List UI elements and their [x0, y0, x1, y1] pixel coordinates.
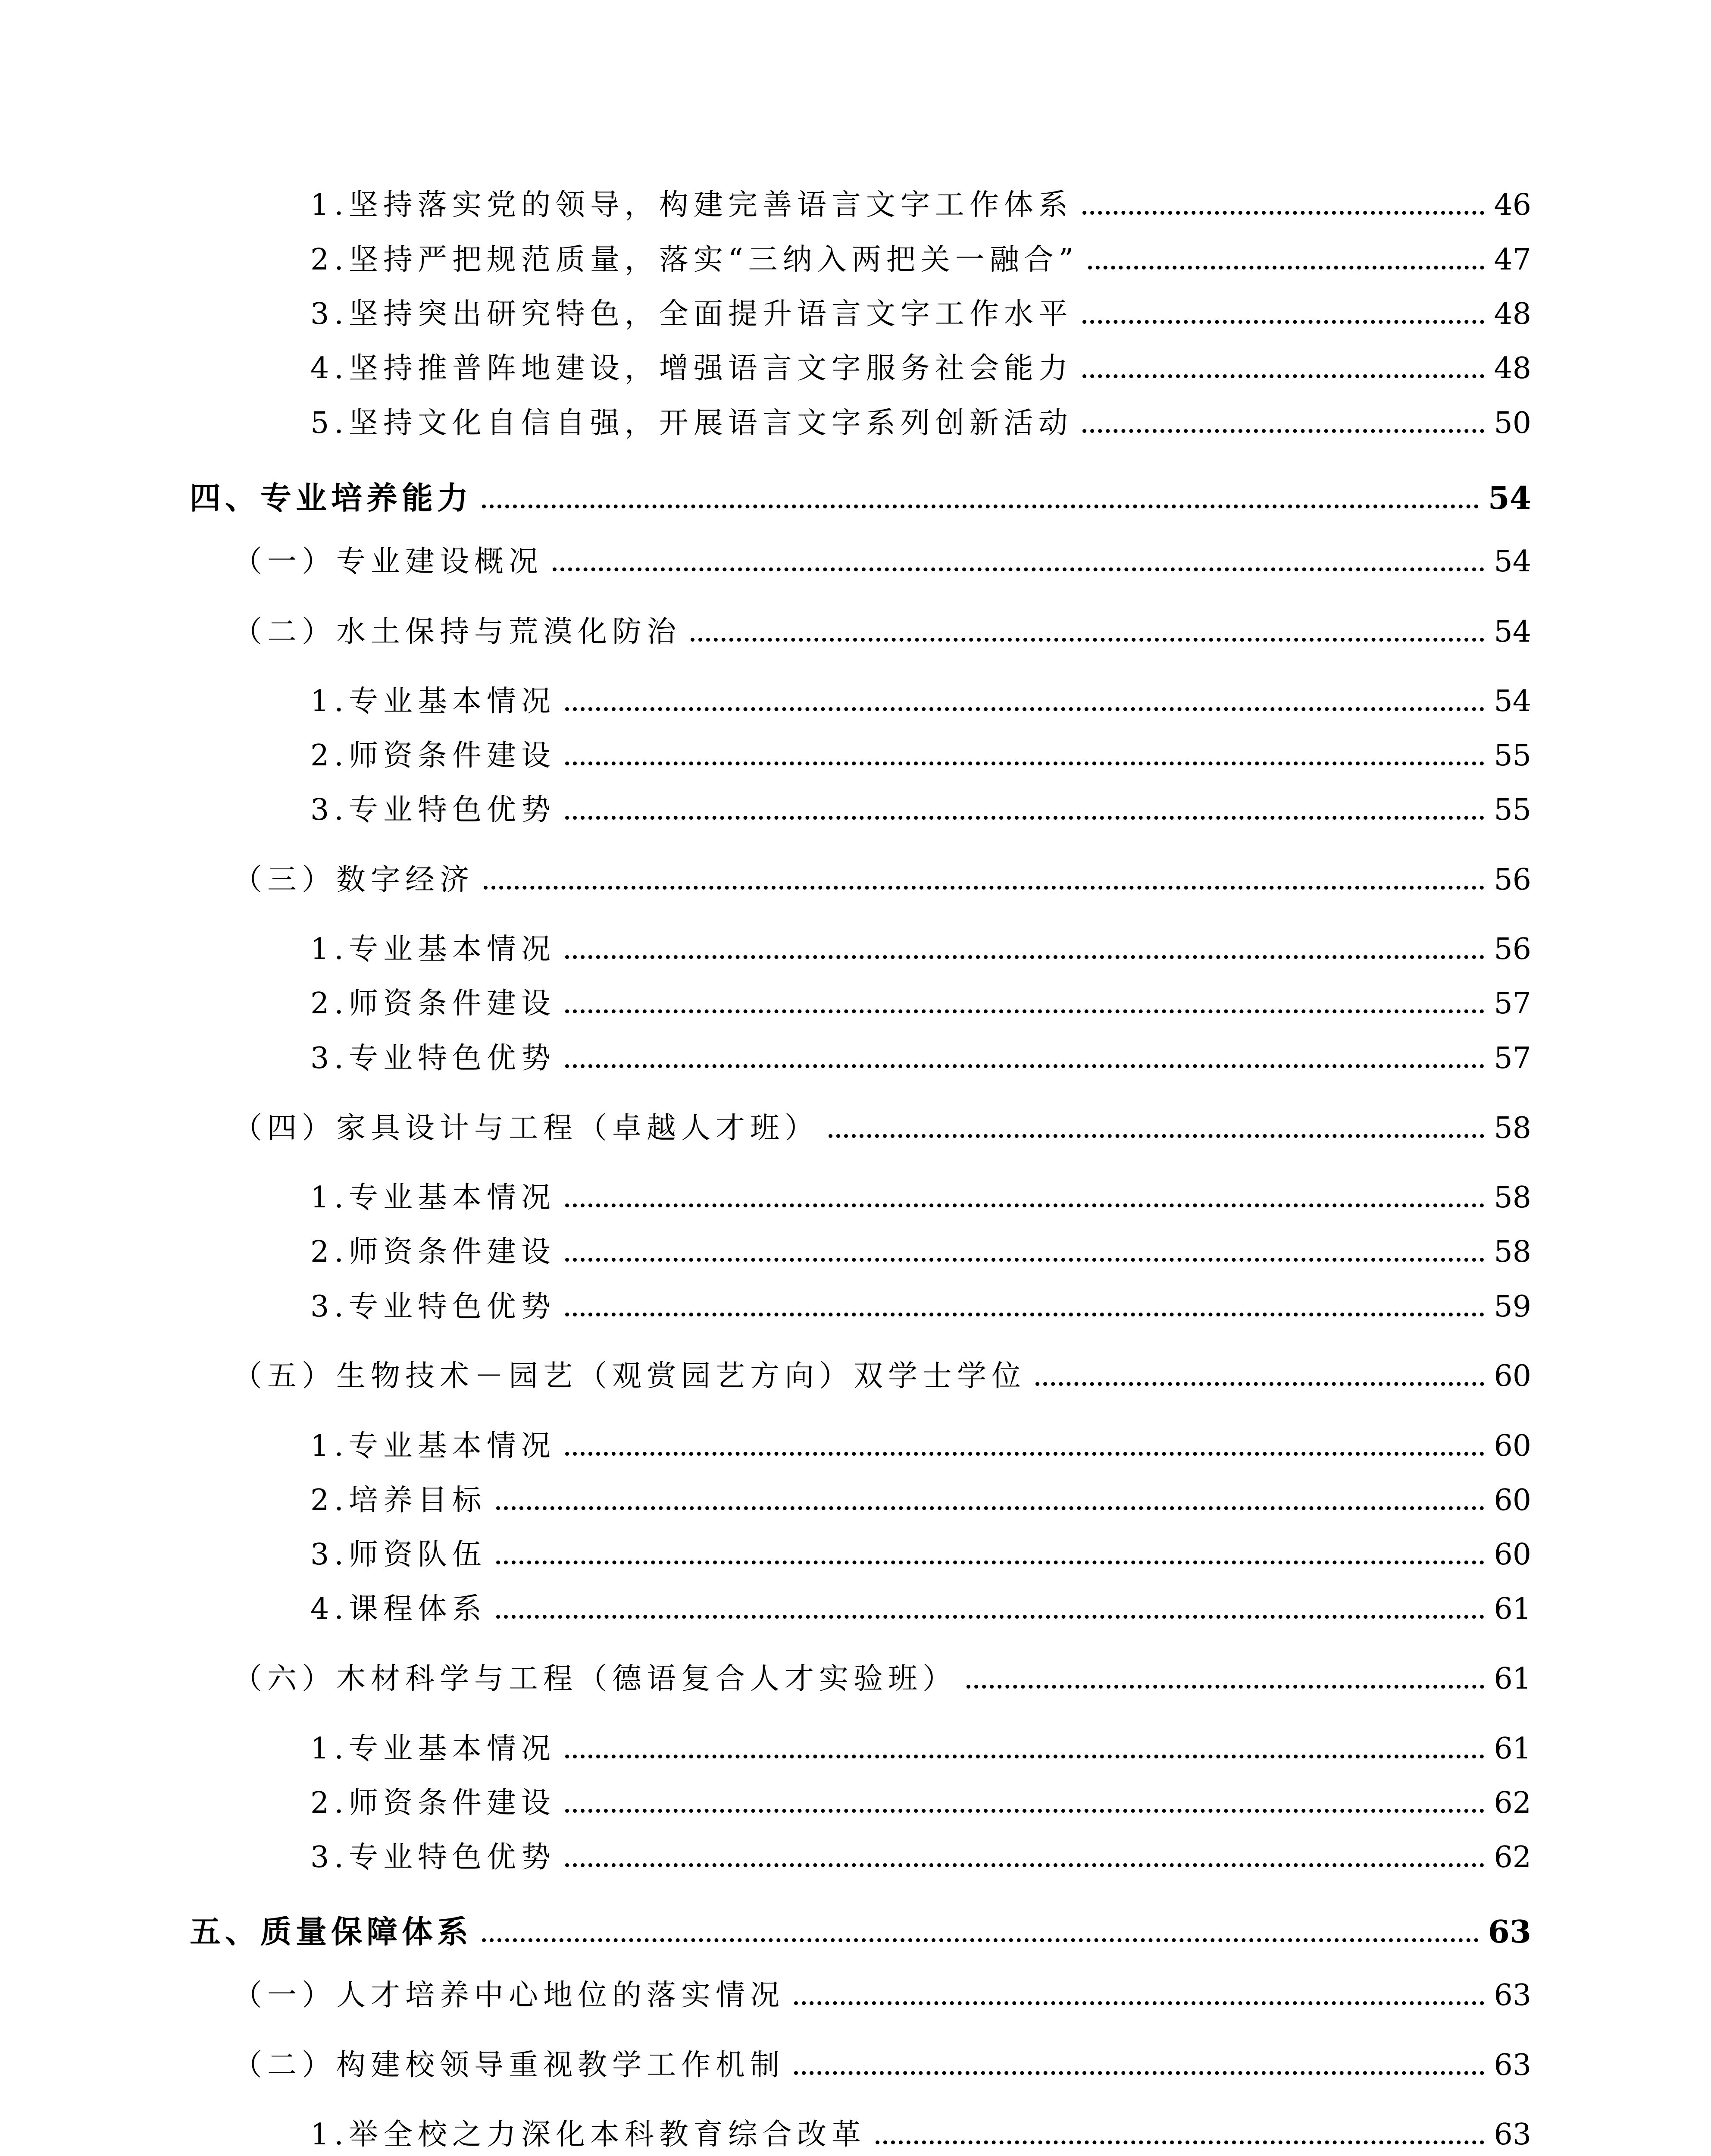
- toc-entry-page-number: 60: [1494, 1538, 1531, 1572]
- toc-entry-level-3[interactable]: [310, 1720, 1531, 1764]
- toc-entry-title: （四）家具设计与工程（卓越人才班）: [233, 1114, 829, 1143]
- toc-entry-title: 3.专业特色优势: [310, 1292, 565, 1322]
- toc-entry-title: 3.师资队伍: [310, 1540, 496, 1570]
- dot-leader: [565, 1064, 1485, 1068]
- toc-entry-page-number: 61: [1494, 1592, 1531, 1626]
- toc-entry-title: 3.坚持突出研究特色，全面提升语言文字工作水平: [310, 300, 1082, 329]
- toc-entry-page-number: 50: [1494, 406, 1531, 440]
- dot-leader: [829, 1134, 1484, 1138]
- toc-entry-page-number: 55: [1494, 793, 1531, 827]
- toc-entry-page-number: 58: [1494, 1235, 1531, 1269]
- toc-entry-title: 2.师资条件建设: [310, 1789, 565, 1818]
- toc-entry-page-number: 60: [1494, 1429, 1531, 1463]
- dot-leader: [1082, 320, 1485, 324]
- toc-entry-level-3[interactable]: [310, 395, 1531, 438]
- toc-entry-title: 2.师资条件建设: [310, 741, 565, 771]
- toc-entry-level-3[interactable]: [310, 286, 1531, 329]
- toc-entry-level-3[interactable]: [310, 2106, 1531, 2150]
- toc-entry-page-number: 63: [1488, 1913, 1531, 1950]
- toc-entry-title: （二）构建校领导重视教学工作机制: [233, 2051, 794, 2080]
- dot-leader: [1088, 266, 1484, 270]
- dot-leader: [496, 1506, 1485, 1510]
- dot-leader: [565, 816, 1485, 820]
- toc-entry-title: （二）水土保持与荒漠化防治: [233, 617, 691, 647]
- toc-entry-page-number: 57: [1494, 987, 1531, 1021]
- dot-leader: [565, 955, 1485, 959]
- toc-entry-page-number: 48: [1494, 297, 1531, 331]
- dot-leader: [1082, 429, 1485, 433]
- toc-entry-level-3[interactable]: [310, 1472, 1531, 1515]
- toc-entry-level-3[interactable]: [310, 673, 1531, 716]
- dot-leader: [482, 505, 1479, 508]
- dot-leader: [794, 2071, 1484, 2075]
- toc-entry-level-3[interactable]: [310, 340, 1531, 383]
- toc-entry-level-3[interactable]: [310, 921, 1531, 964]
- dot-leader: [565, 1863, 1485, 1867]
- dot-leader: [565, 1009, 1485, 1013]
- dot-leader: [565, 1452, 1485, 1456]
- dot-leader: [565, 1313, 1485, 1316]
- toc-entry-title: （五）生物技术－园艺（观赏园艺方向）双学士学位: [233, 1362, 1035, 1391]
- toc-entry-title: 1.专业基本情况: [310, 935, 565, 964]
- toc-entry-level-2[interactable]: [233, 2037, 1531, 2080]
- toc-entry-page-number: 55: [1494, 739, 1531, 773]
- toc-entry-level-3[interactable]: [310, 177, 1531, 220]
- toc-entry-page-number: 54: [1494, 684, 1531, 718]
- toc-entry-level-2[interactable]: [233, 1651, 1531, 1694]
- dot-leader: [565, 761, 1485, 765]
- dot-leader: [565, 1258, 1485, 1262]
- dot-leader: [565, 1755, 1485, 1758]
- toc-entry-title: 1.专业基本情况: [310, 1183, 565, 1213]
- toc-entry-page-number: 60: [1494, 1483, 1531, 1517]
- toc-entry-level-3[interactable]: [310, 1829, 1531, 1872]
- toc-entry-level-3[interactable]: [310, 1279, 1531, 1322]
- dot-leader: [484, 886, 1484, 890]
- toc-entry-level-3[interactable]: [310, 1526, 1531, 1570]
- dot-leader: [1082, 374, 1485, 378]
- toc-entry-page-number: 59: [1494, 1290, 1531, 1324]
- toc-entry-title: 4.坚持推普阵地建设，增强语言文字服务社会能力: [310, 354, 1082, 383]
- toc-entry-title: 1.专业基本情况: [310, 687, 565, 716]
- dot-leader: [565, 707, 1485, 711]
- dot-leader: [876, 2140, 1485, 2144]
- toc-entry-page-number: 63: [1494, 2048, 1531, 2082]
- toc-entry-level-3[interactable]: [310, 727, 1531, 771]
- toc-entry-title: 3.专业特色优势: [310, 1843, 565, 1872]
- toc-entry-title: 2.师资条件建设: [310, 1238, 565, 1267]
- toc-entry-level-1[interactable]: [190, 470, 1531, 514]
- toc-entry-page-number: 57: [1494, 1041, 1531, 1075]
- dot-leader: [482, 1938, 1479, 1942]
- toc-entry-title: 5.坚持文化自信自强，开展语言文字系列创新活动: [310, 409, 1082, 438]
- toc-entry-title: 3.专业特色优势: [310, 796, 565, 825]
- toc-entry-level-2[interactable]: [233, 852, 1531, 895]
- toc-entry-level-1[interactable]: [190, 1904, 1531, 1950]
- toc-entry-page-number: 60: [1494, 1359, 1531, 1393]
- toc-entry-level-2[interactable]: [233, 533, 1531, 577]
- toc-entry-page-number: 58: [1494, 1181, 1531, 1215]
- dot-leader: [967, 1685, 1484, 1689]
- dot-leader: [1082, 211, 1485, 215]
- toc-entry-page-number: 58: [1494, 1111, 1531, 1145]
- toc-entry-title: 五、质量保障体系: [190, 1916, 482, 1947]
- toc-entry-level-3[interactable]: [310, 782, 1531, 825]
- dot-leader: [553, 567, 1484, 571]
- dot-leader: [496, 1561, 1485, 1564]
- toc-entry-level-3[interactable]: [310, 232, 1531, 275]
- toc-entry-page-number: 61: [1494, 1662, 1531, 1696]
- toc-entry-title: （一）人才培养中心地位的落实情况: [233, 1981, 794, 2010]
- toc-entry-title: 1.专业基本情况: [310, 1734, 565, 1764]
- toc-entry-title: （一）专业建设概况: [233, 547, 553, 577]
- toc-entry-title: （三）数字经济: [233, 865, 484, 895]
- toc-entry-title: 2.师资条件建设: [310, 989, 565, 1018]
- toc-entry-level-3[interactable]: [310, 1775, 1531, 1818]
- toc-entry-page-number: 48: [1494, 351, 1531, 385]
- toc-entry-title: 四、专业培养能力: [190, 483, 482, 514]
- toc-entry-level-2[interactable]: [233, 604, 1531, 647]
- dot-leader: [794, 2001, 1484, 2005]
- toc-entry-title: 4.课程体系: [310, 1595, 496, 1624]
- toc-entry-page-number: 54: [1494, 615, 1531, 649]
- dot-leader: [565, 1809, 1485, 1813]
- toc-entry-page-number: 47: [1494, 243, 1531, 277]
- toc-entry-title: 2.坚持严把规范质量，落实“三纳入两把关一融合”: [310, 245, 1088, 275]
- toc-entry-level-2[interactable]: [233, 1348, 1531, 1391]
- toc-entry-level-3[interactable]: [310, 975, 1531, 1021]
- toc-entry-level-3[interactable]: [310, 1418, 1531, 1461]
- dot-leader: [691, 638, 1484, 642]
- toc-entry-level-2[interactable]: [233, 1100, 1531, 1143]
- toc-entry-title: 1.专业基本情况: [310, 1432, 565, 1461]
- toc-entry-page-number: 62: [1494, 1840, 1531, 1874]
- toc-entry-level-2[interactable]: [233, 1967, 1531, 2010]
- toc-entry-page-number: 63: [1494, 1978, 1531, 2012]
- toc-entry-page-number: 56: [1494, 863, 1531, 897]
- toc-entry-page-number: 63: [1494, 2118, 1531, 2152]
- toc-entry-level-3[interactable]: [310, 1581, 1531, 1624]
- dot-leader: [565, 1203, 1485, 1207]
- toc-entry-title: 1.举全校之力深化本科教育综合改革: [310, 2120, 876, 2150]
- toc-entry-title: 2.培养目标: [310, 1486, 496, 1515]
- toc-entry-page-number: 56: [1494, 932, 1531, 966]
- toc-entry-level-3[interactable]: [310, 1030, 1531, 1073]
- dot-leader: [496, 1615, 1485, 1619]
- toc-entry-page-number: 62: [1494, 1786, 1531, 1820]
- toc-entry-level-3[interactable]: [310, 1169, 1531, 1213]
- toc-entry-title: （六）木材科学与工程（德语复合人才实验班）: [233, 1664, 967, 1694]
- toc-entry-page-number: 54: [1494, 545, 1531, 579]
- toc-entry-title: 1.坚持落实党的领导，构建完善语言文字工作体系: [310, 191, 1082, 220]
- toc-entry-page-number: 46: [1494, 188, 1531, 222]
- toc-entry-level-3[interactable]: [310, 1224, 1531, 1267]
- dot-leader: [1035, 1382, 1484, 1386]
- toc-entry-page-number: 61: [1494, 1732, 1531, 1766]
- toc-entry-title: 3.专业特色优势: [310, 1044, 565, 1073]
- toc-entry-page-number: 54: [1488, 479, 1531, 516]
